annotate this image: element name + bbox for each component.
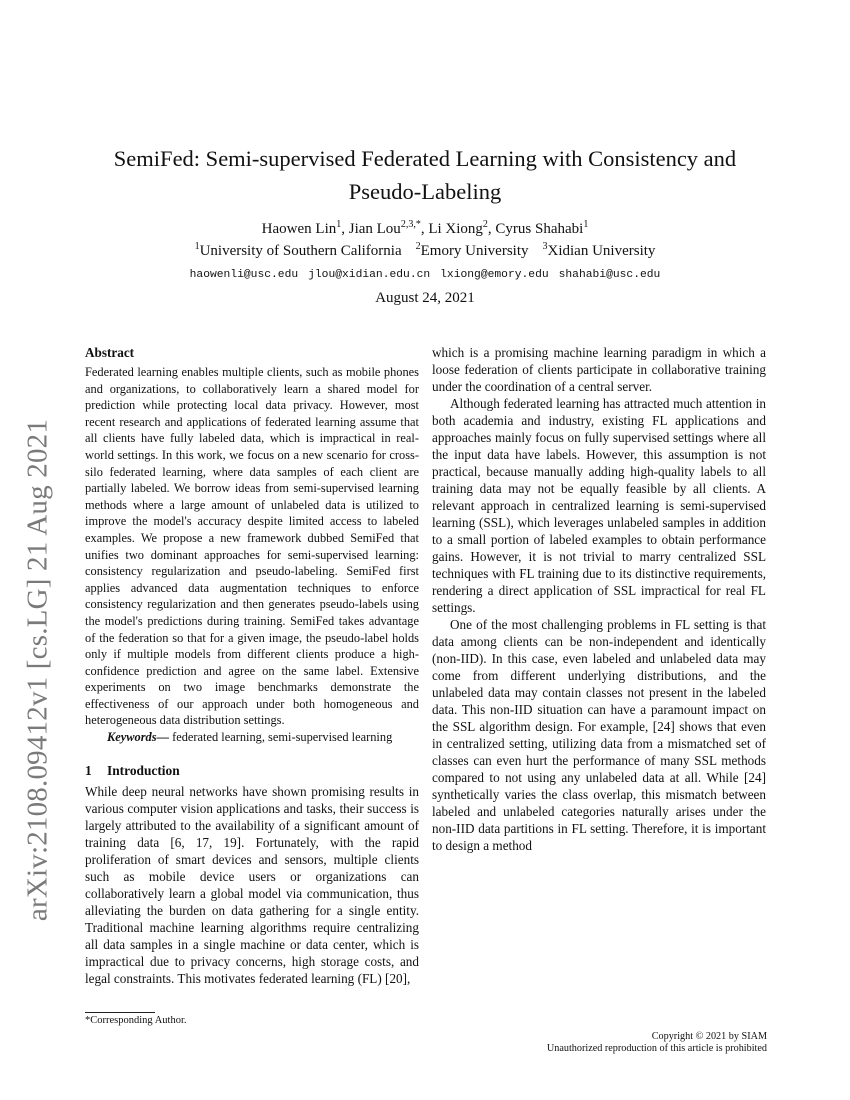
author-email: jlou@xidian.edu.cn <box>308 269 431 281</box>
intro-paragraph-3: One of the most challenging problems in FL setting is that data among clients can be non-independent and identically (non-IID). In this case, even labeled and unlabeled data may come from different underlying distributions, and the unlabeled data may contain classes not present in the labeled data. This non-IID situation can have a paramount impact on the SSL algorithm design. For example, [24] shows that even in centralized setting, utilizing data from a mismatched set of classes can even hurt the performance of many SSL methods compared to not using any unlabeled data at all. While [24] synthetically varies the class overlap, this mismatch between labeled and unlabeled categories naturally arises under the non-IID data partitions in FL setting. Therefore, it is important to design a method <box>432 617 766 853</box>
author-block <box>85 219 765 285</box>
title-line-2: Pseudo-Labeling <box>348 179 502 204</box>
abstract-text: Federated learning enables multiple clients, such as mobile phones and organizations, to collaboratively learn a shared model for prediction while protecting local data privacy. However, most recent research and applications of federated learning assume that all clients have fully labeled data, which is impractical in real-world settings. In this work, we focus on a new scenario for cross-silo federated learning, where data samples of each client are partially labeled. We borrow ideas from semi-supervised learning methods where a large amount of unlabeled data is utilized to improve the model's accuracy despite limited access to labeled examples. We propose a new framework dubbed SemiFed that unifies two dominant approaches for semi-supervised learning: consistency regularization and pseudo-labeling. SemiFed first applies advanced data augmentation techniques to enforce consistency regularization and then generates pseudo-labels using the model's predictions during training. SemiFed takes advantage of the federation so that for a given image, the pseudo-label holds only if multiple models from different clients produce a high-confidence prediction and agree on the same label. Extensive experiments on two image benchmarks demonstrate the effectiveness of our approach under both homogeneous and heterogeneous data distribution settings. <box>85 365 419 728</box>
publication-date: August 24, 2021 <box>375 290 475 306</box>
section-number: 1 <box>85 762 92 778</box>
copyright-line: Copyright © 2021 by SIAM <box>651 1031 767 1042</box>
affiliations <box>85 241 765 261</box>
author-affil-mark: 2,3,* <box>400 219 421 230</box>
keywords <box>85 729 419 746</box>
intro-paragraph-1: While deep neural networks have shown promising results in various computer vision applications and tasks, their success is largely attributed to the availability of a significant amount of training data [6, 17, 19]. Fortunately, with the rapid proliferation of smart devices and sensors, multiple clients such as mobile device users or organizations can collaboratively learn a global model via communication, thus alleviating the burden on data gathering for a single entity. Traditional machine learning algorithms require centralizing all data samples in a single machine or data center, which is impractical due to privacy concerns, high storage costs, and legal constraints. This motivates federated learning (FL) [20], <box>85 783 419 986</box>
copyright-notice <box>547 1031 767 1055</box>
author-affil-mark: 2 <box>482 219 488 230</box>
author-affil-mark: 1 <box>336 219 342 230</box>
reproduction-notice: Unauthorized reproduction of this article is prohibited <box>546 1043 767 1054</box>
emails <box>85 265 765 285</box>
footnote-text: *Corresponding Author. <box>85 1015 187 1026</box>
author-name: Haowen Lin <box>261 221 337 237</box>
keywords-text: federated learning, semi-supervised learning <box>172 730 393 745</box>
title-line-1: SemiFed: Semi-supervised Federated Learning with Consistency and <box>113 146 737 171</box>
author-name: Li Xiong <box>428 221 483 237</box>
author-name: Cyrus Shahabi <box>495 221 584 237</box>
intro-paragraph-1-continued: which is a promising machine learning paradigm in which a loose federation of clients participate in collaborative training under the coordination of a central server. <box>432 345 766 394</box>
author-affil-mark: 1 <box>583 219 589 230</box>
author-email: haowenli@usc.edu <box>189 269 299 281</box>
affiliation-name: Xidian University <box>547 243 656 259</box>
author-email: shahabi@usc.edu <box>558 269 661 281</box>
affil-mark: 1 <box>194 241 200 252</box>
author-email: lxiong@emory.edu <box>440 269 549 281</box>
section-heading-introduction <box>85 762 419 779</box>
footnote <box>85 1012 419 1026</box>
author-names: Haowen Lin$^1$, Jian Lou$^{2,3,*}$, Li Xiong$^2$, Cyrus Shahabi$^1$ <box>261 219 589 237</box>
author-name: Jian Lou <box>348 221 401 237</box>
affil-mark: 3 <box>542 241 548 252</box>
affil-mark: 2 <box>415 241 421 252</box>
abstract-heading: Abstract <box>85 345 135 360</box>
arxiv-identifier-stamp: arXiv:2108.09412v1 [cs.LG] 21 Aug 2021 <box>21 418 54 922</box>
affiliation-name: University of Southern California <box>199 243 402 259</box>
paper-title <box>85 142 765 208</box>
right-column <box>432 344 766 854</box>
intro-paragraph-2: Although federated learning has attracted much attention in both academia and industry, existing FL applications and approaches mainly focus on fully supervised settings where all the input data have labels. However, this assumption is not practical, because manually adding high-quality labels to all training data may not be equally feasible by all clients. A relevant approach in centralized learning is semi-supervised learning (SSL), which leverages unlabeled samples in addition to a small portion of labeled examples to obtain performance gains. However, it is not trivial to marry centralized SSL techniques with FL training due to its distinctive requirements, rendering a direct application of SSL impractical for real FL settings. <box>432 396 766 615</box>
keywords-label: Keywords— <box>107 730 169 745</box>
section-title: Introduction <box>107 762 180 778</box>
affiliation-name: Emory University <box>420 243 529 259</box>
left-column <box>85 344 419 987</box>
footnote-rule <box>85 1012 155 1013</box>
